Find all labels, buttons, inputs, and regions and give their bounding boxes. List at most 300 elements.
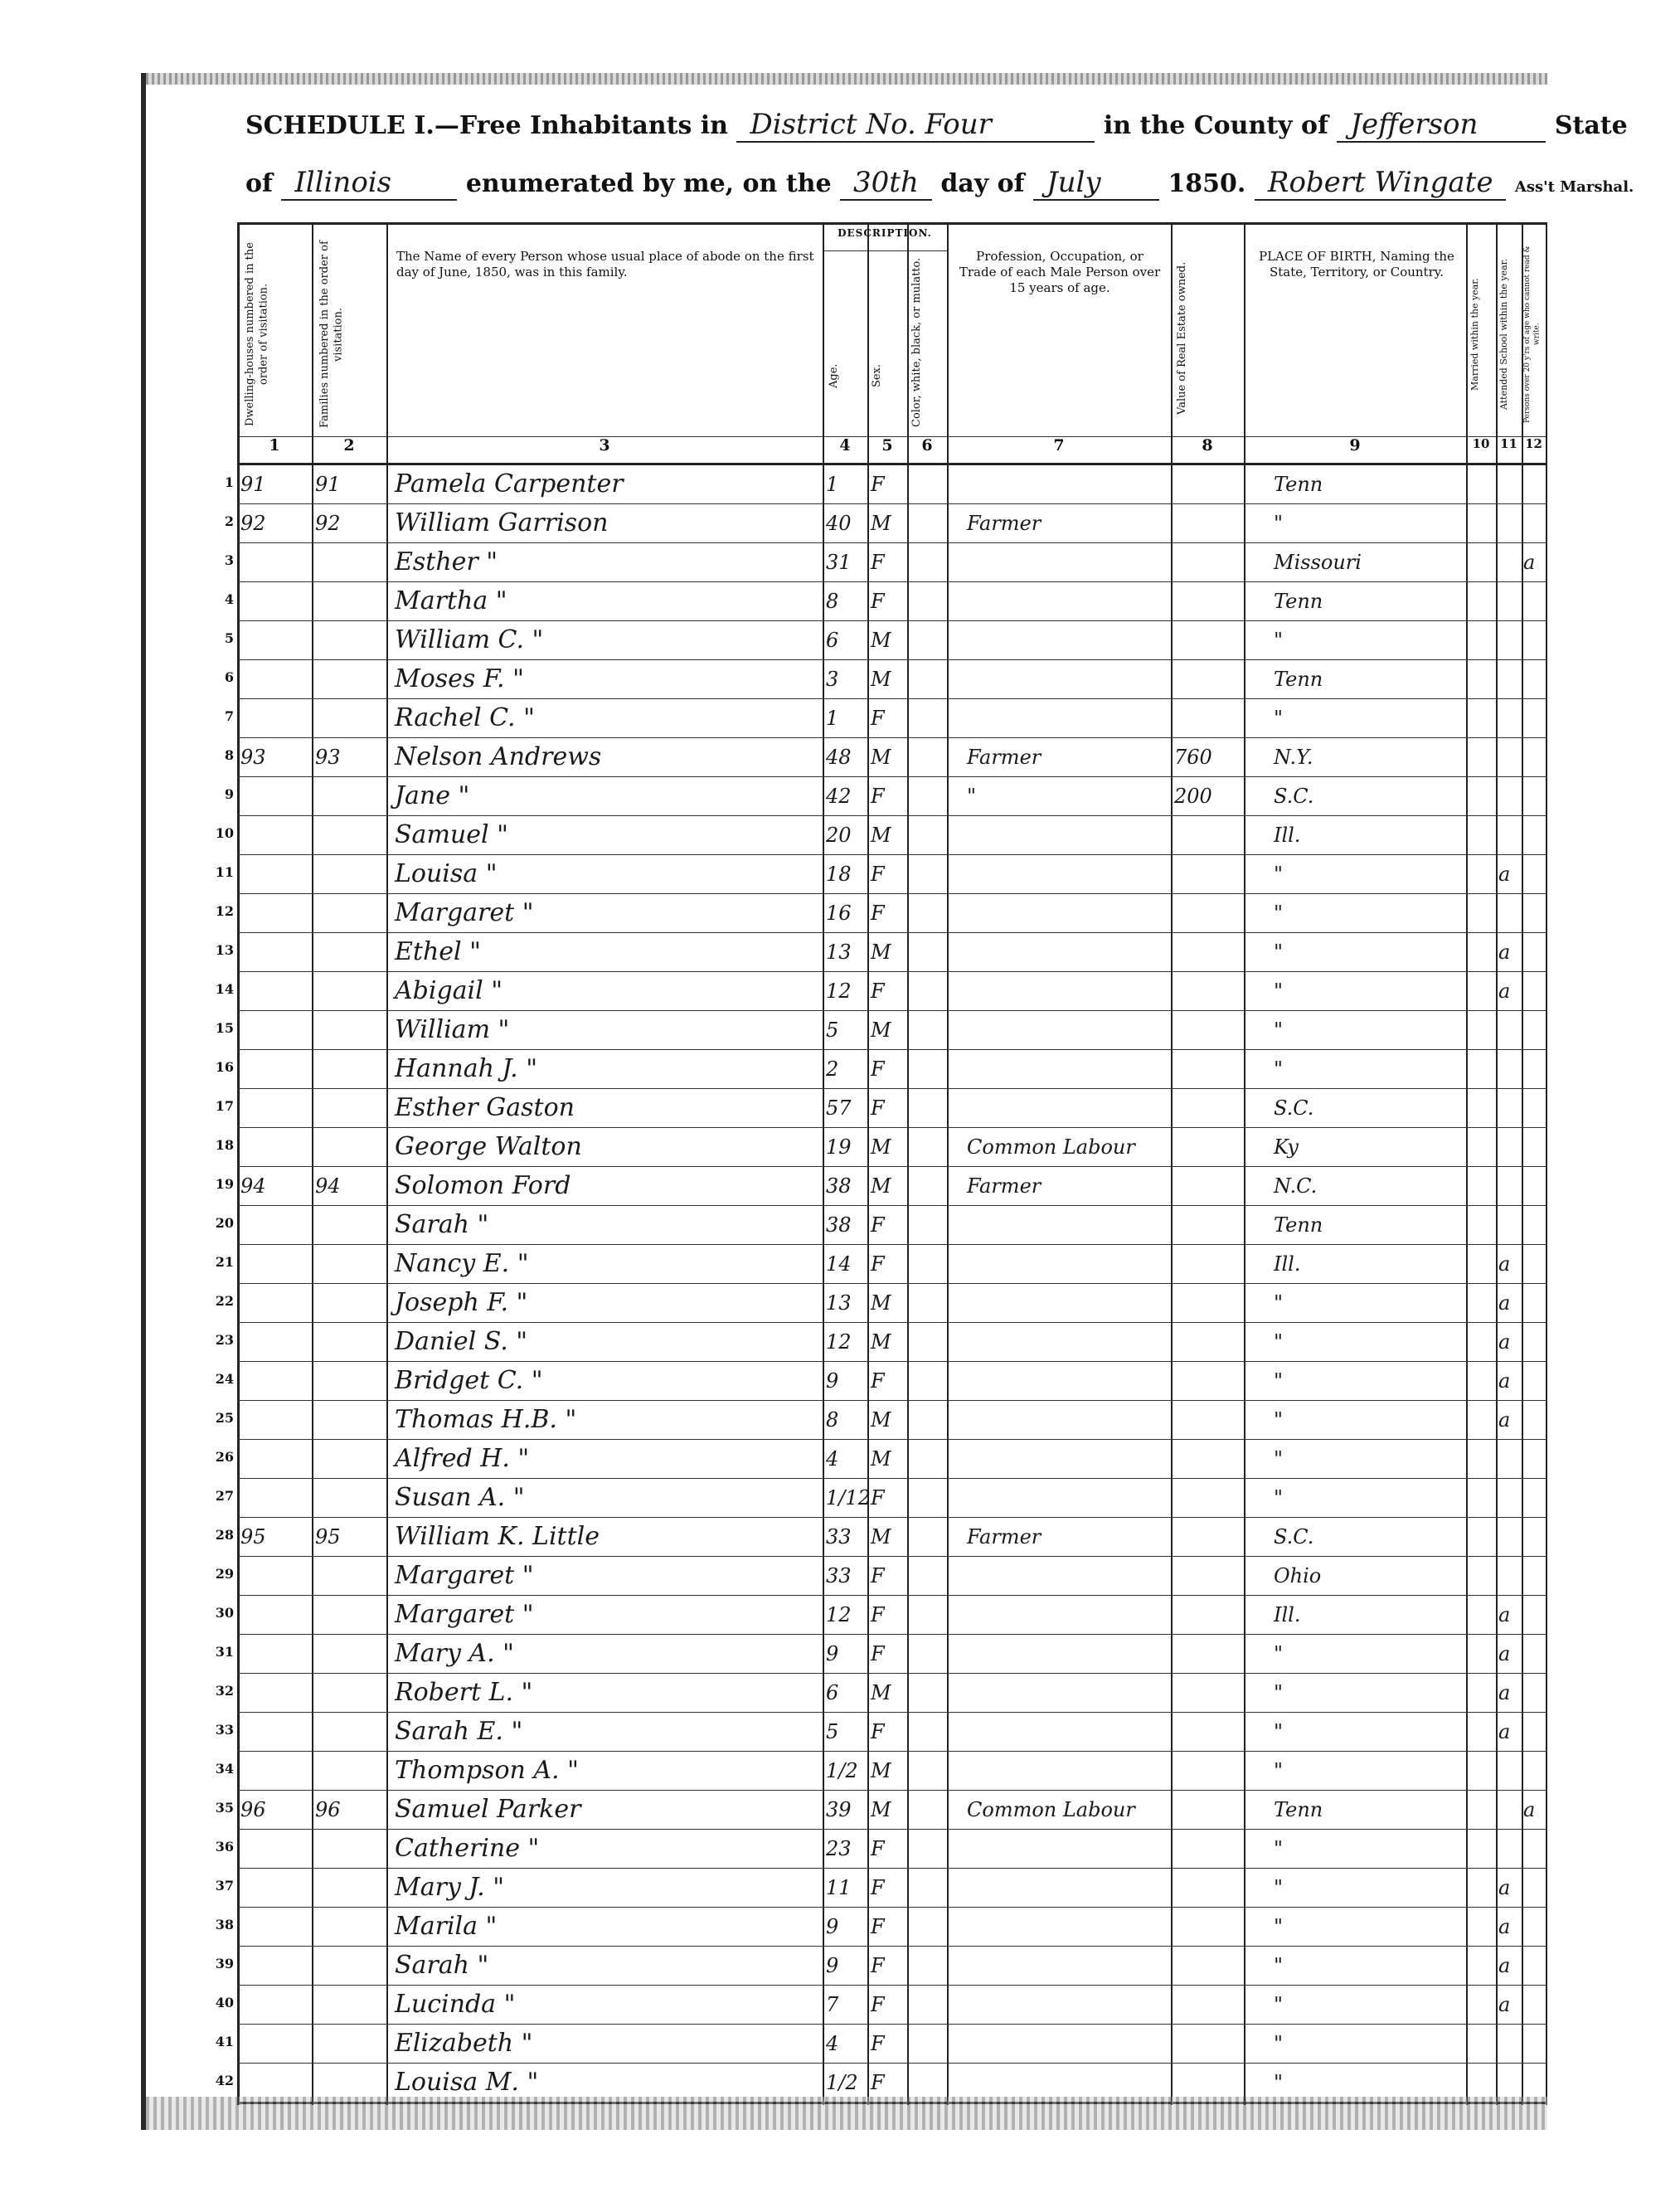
line-number: 12	[215, 903, 234, 919]
birth-place: Ky	[1274, 1135, 1299, 1159]
birth-place: "	[1274, 1954, 1284, 1977]
real-estate-value	[1174, 1480, 1242, 1515]
attended-school-mark	[1498, 2026, 1520, 2061]
illiterate-mark	[1523, 1675, 1545, 1710]
illiterate-mark	[1523, 584, 1545, 619]
family-number	[315, 584, 385, 619]
birth-place: Ill.	[1274, 824, 1301, 847]
col-illiterate-header: Persons over 20 y'rs of age who cannot read & write.	[1523, 246, 1542, 423]
person-name: Pamela Carpenter	[395, 469, 624, 498]
illiterate-mark	[1523, 974, 1545, 1009]
illiterate-mark	[1523, 935, 1545, 970]
row-rule	[237, 854, 1547, 855]
family-number	[315, 1909, 385, 1944]
attended-school-mark	[1498, 545, 1520, 580]
col-number-11: 11	[1500, 436, 1517, 451]
row-rule	[237, 1907, 1547, 1908]
attended-school-mark: a	[1498, 1954, 1511, 1977]
person-occupation	[967, 1753, 1166, 1788]
dwelling-number	[240, 1091, 310, 1125]
family-number	[315, 623, 385, 658]
line-number: 14	[215, 981, 234, 997]
attended-school-mark	[1498, 467, 1520, 502]
illiterate-mark	[1523, 1558, 1545, 1593]
real-estate-value	[1174, 506, 1242, 541]
person-occupation	[967, 1636, 1166, 1671]
dwelling-number	[240, 1364, 310, 1398]
real-estate-value	[1174, 467, 1242, 502]
family-number	[315, 857, 385, 892]
col-number-10: 10	[1472, 436, 1490, 451]
attended-school-mark	[1498, 1130, 1520, 1164]
family-number	[315, 1013, 385, 1048]
person-occupation	[967, 1597, 1166, 1632]
dwelling-number	[240, 1247, 310, 1281]
person-name: Thompson A. "	[395, 1756, 579, 1785]
real-estate-value	[1174, 1909, 1242, 1944]
dwelling-number	[240, 623, 310, 658]
attended-school-mark	[1498, 662, 1520, 697]
dwelling-number	[240, 545, 310, 580]
person-sex: F	[871, 1837, 885, 1860]
col-school-header: Attended School within the year.	[1498, 258, 1509, 411]
dwelling-number: 92	[240, 512, 266, 535]
district-value: District No. Four	[736, 108, 1095, 143]
row-rule	[237, 581, 1547, 582]
attended-school-mark: a	[1498, 1252, 1511, 1276]
illiterate-mark	[1523, 1208, 1545, 1242]
person-occupation	[967, 545, 1166, 580]
real-estate-value	[1174, 1597, 1242, 1632]
attended-school-mark: a	[1498, 941, 1511, 964]
person-sex: M	[871, 824, 891, 847]
attended-school-mark	[1498, 1753, 1520, 1788]
real-estate-value	[1174, 1286, 1242, 1320]
real-estate-value	[1174, 1831, 1242, 1866]
real-estate-value	[1174, 896, 1242, 931]
line-number: 23	[215, 1332, 234, 1348]
person-name: Sarah "	[395, 1210, 489, 1239]
dwelling-number	[240, 1675, 310, 1710]
col-number-6: 6	[921, 436, 933, 455]
person-sex: F	[871, 1096, 885, 1120]
real-estate-value	[1174, 1403, 1242, 1437]
col-age-header: Age.	[828, 363, 840, 388]
row-rule	[237, 1283, 1547, 1284]
person-occupation	[967, 1558, 1166, 1593]
person-age: 9	[826, 1642, 839, 1665]
attended-school-mark	[1498, 779, 1520, 814]
birth-place: S.C.	[1274, 1096, 1314, 1120]
person-occupation	[967, 1403, 1166, 1437]
person-name: Sarah E. "	[395, 1717, 523, 1746]
dwelling-number	[240, 1130, 310, 1164]
person-sex: M	[871, 1681, 891, 1704]
birth-place: N.Y.	[1274, 746, 1313, 769]
illiterate-mark	[1523, 662, 1545, 697]
real-estate-value	[1174, 1052, 1242, 1087]
description-divider	[823, 250, 947, 251]
illiterate-mark	[1523, 1403, 1545, 1437]
birth-place: "	[1274, 1057, 1284, 1081]
line-number: 15	[215, 1020, 234, 1036]
family-number	[315, 1208, 385, 1242]
person-occupation: Farmer	[967, 1525, 1042, 1548]
real-estate-value	[1174, 935, 1242, 970]
state-label: State	[1554, 111, 1628, 140]
dwelling-number	[240, 1597, 310, 1632]
person-name: William C. "	[395, 625, 544, 654]
rule-c2	[386, 222, 388, 2105]
person-name: Nelson Andrews	[395, 742, 602, 771]
rule-c9	[1466, 222, 1468, 2105]
family-number	[315, 1441, 385, 1476]
illiterate-mark	[1523, 1909, 1545, 1944]
real-estate-value	[1174, 1325, 1242, 1359]
family-number	[315, 1753, 385, 1788]
attended-school-mark: a	[1498, 1915, 1511, 1938]
person-age: 39	[826, 1798, 852, 1821]
birth-place: "	[1274, 941, 1284, 964]
dwelling-number	[240, 1636, 310, 1671]
birth-place: "	[1274, 980, 1284, 1003]
header-line-2	[245, 166, 1634, 201]
real-estate-value	[1174, 1792, 1242, 1827]
row-rule	[237, 815, 1547, 816]
line-number: 13	[215, 942, 234, 958]
col-family-header: Families numbered in the order of visitation.	[318, 241, 345, 428]
col-dwelling-header: Dwelling-houses numbered in the order of visitation.	[244, 242, 270, 426]
real-estate-value	[1174, 2026, 1242, 2061]
person-name: William K. Little	[395, 1522, 600, 1551]
person-occupation	[967, 662, 1166, 697]
person-occupation	[967, 467, 1166, 502]
birth-place: Ill.	[1274, 1252, 1301, 1276]
rule-c4	[867, 222, 869, 2105]
family-number	[315, 1052, 385, 1087]
family-number	[315, 1480, 385, 1515]
person-age: 38	[826, 1213, 852, 1237]
dwelling-number	[240, 662, 310, 697]
birth-place: "	[1274, 1720, 1284, 1743]
person-age: 12	[826, 1603, 852, 1626]
person-name: Jane "	[395, 781, 470, 810]
county-label: in the County of	[1103, 111, 1328, 140]
illiterate-mark	[1523, 1247, 1545, 1281]
illiterate-mark	[1523, 1325, 1545, 1359]
birth-place: "	[1274, 1759, 1284, 1782]
person-name: Thomas H.B. "	[395, 1405, 577, 1434]
family-number	[315, 1948, 385, 1983]
person-sex: F	[871, 1720, 885, 1743]
illiterate-mark	[1523, 1714, 1545, 1749]
birth-place: "	[1274, 1291, 1284, 1315]
rule-c1	[312, 222, 313, 2105]
person-age: 14	[826, 1252, 852, 1276]
line-number: 4	[224, 591, 234, 607]
person-name: Moses F. "	[395, 664, 524, 693]
birth-place: "	[1274, 707, 1284, 730]
attended-school-mark	[1498, 1831, 1520, 1866]
year-label: 1850.	[1168, 169, 1246, 198]
line-number: 20	[215, 1215, 234, 1231]
person-occupation: Farmer	[967, 1174, 1042, 1198]
person-age: 1/12	[826, 1486, 871, 1510]
person-occupation	[967, 2065, 1166, 2100]
dwelling-number	[240, 1052, 310, 1087]
line-number: 2	[224, 513, 234, 529]
dwelling-number: 93	[240, 746, 266, 769]
family-number	[315, 1091, 385, 1125]
person-name: Marila "	[395, 1912, 498, 1941]
dwelling-number	[240, 935, 310, 970]
line-number: 40	[215, 1995, 234, 2010]
line-number: 27	[215, 1488, 234, 1504]
person-age: 13	[826, 941, 852, 964]
birth-place: "	[1274, 2071, 1284, 2094]
person-age: 1	[826, 707, 839, 730]
of-label: of	[245, 169, 273, 198]
family-number	[315, 701, 385, 736]
family-number: 94	[315, 1174, 341, 1198]
line-number: 37	[215, 1878, 234, 1894]
col-number-3: 3	[599, 436, 610, 455]
dwelling-number	[240, 1208, 310, 1242]
person-sex: F	[871, 1369, 885, 1393]
row-rule	[237, 971, 1547, 972]
real-estate-value	[1174, 584, 1242, 619]
dwelling-number	[240, 1403, 310, 1437]
family-number	[315, 1325, 385, 1359]
dwelling-number	[240, 1013, 310, 1048]
person-occupation	[967, 1480, 1166, 1515]
row-rule	[237, 1946, 1547, 1947]
illiterate-mark: a	[1523, 551, 1536, 574]
row-rule	[237, 1361, 1547, 1362]
attended-school-mark: a	[1498, 1681, 1511, 1704]
row-rule	[237, 1595, 1547, 1596]
family-number	[315, 1714, 385, 1749]
illiterate-mark	[1523, 1286, 1545, 1320]
illiterate-mark	[1523, 1987, 1545, 2022]
birth-place: "	[1274, 1837, 1284, 1860]
illiterate-mark	[1523, 2026, 1545, 2061]
family-number	[315, 779, 385, 814]
person-sex: M	[871, 1525, 891, 1548]
line-number: 24	[215, 1371, 234, 1387]
real-estate-value	[1174, 701, 1242, 736]
person-name: George Walton	[395, 1132, 582, 1161]
line-number: 6	[224, 669, 234, 685]
person-sex: M	[871, 1018, 891, 1042]
attended-school-mark: a	[1498, 1408, 1511, 1432]
line-number: 38	[215, 1917, 234, 1932]
family-number	[315, 1558, 385, 1593]
real-estate-value	[1174, 1364, 1242, 1398]
row-rule	[237, 1322, 1547, 1323]
line-number: 29	[215, 1566, 234, 1582]
line-number: 17	[215, 1098, 234, 1114]
day-value: 30th	[840, 166, 932, 201]
person-name: Louisa "	[395, 859, 498, 888]
person-occupation	[967, 584, 1166, 619]
person-age: 1/2	[826, 1759, 858, 1782]
person-sex: F	[871, 1213, 885, 1237]
dwelling-number	[240, 1909, 310, 1944]
line-number: 30	[215, 1605, 234, 1621]
family-number: 93	[315, 746, 341, 769]
person-sex: F	[871, 1876, 885, 1899]
person-sex: F	[871, 863, 885, 886]
person-age: 4	[826, 2032, 839, 2055]
census-sheet	[141, 73, 1634, 2130]
dwelling-number	[240, 2026, 310, 2061]
attended-school-mark	[1498, 1792, 1520, 1827]
birth-place: "	[1274, 1018, 1284, 1042]
real-estate-value	[1174, 1441, 1242, 1476]
attended-school-mark	[1498, 1558, 1520, 1593]
illiterate-mark	[1523, 1597, 1545, 1632]
person-occupation	[967, 1948, 1166, 1983]
dwelling-number	[240, 1480, 310, 1515]
attended-school-mark: a	[1498, 863, 1511, 886]
real-estate-value: 760	[1174, 746, 1212, 769]
table-top-rule	[237, 222, 1547, 225]
enumerated-label: enumerated by me, on the	[465, 169, 832, 198]
day-of-label: day of	[940, 169, 1025, 198]
dwelling-number	[240, 896, 310, 931]
birth-place: "	[1274, 1915, 1284, 1938]
marshal-signature: Robert Wingate	[1255, 166, 1507, 201]
dwelling-number: 94	[240, 1174, 266, 1198]
birth-place: "	[1274, 1681, 1284, 1704]
person-name: Lucinda "	[395, 1990, 516, 2019]
person-sex: F	[871, 1252, 885, 1276]
person-occupation	[967, 818, 1166, 853]
dwelling-number	[240, 1325, 310, 1359]
birth-place: N.C.	[1274, 1174, 1318, 1198]
dwelling-number	[240, 1870, 310, 1905]
person-age: 12	[826, 980, 852, 1003]
person-name: Ethel "	[395, 937, 481, 966]
person-name: Hannah J. "	[395, 1054, 538, 1083]
family-number: 91	[315, 473, 341, 496]
birth-place: "	[1274, 1486, 1284, 1510]
schedule-title: SCHEDULE I.—Free Inhabitants in	[245, 111, 728, 140]
row-rule	[237, 659, 1547, 660]
attended-school-mark: a	[1498, 1369, 1511, 1393]
row-rule	[237, 1634, 1547, 1635]
col-number-2: 2	[343, 436, 355, 455]
illiterate-mark	[1523, 1480, 1545, 1515]
person-age: 2	[826, 1057, 839, 1081]
real-estate-value	[1174, 623, 1242, 658]
description-header: DESCRIPTION.	[838, 227, 932, 239]
real-estate-value: 200	[1174, 785, 1212, 808]
person-age: 9	[826, 1915, 839, 1938]
person-sex: M	[871, 941, 891, 964]
birth-place: "	[1274, 512, 1284, 535]
row-rule	[237, 2063, 1547, 2064]
birth-place: Tenn	[1274, 668, 1323, 691]
row-rule	[237, 1712, 1547, 1713]
person-occupation	[967, 1091, 1166, 1125]
illiterate-mark	[1523, 2065, 1545, 2100]
dwelling-number	[240, 1987, 310, 2022]
birth-place: "	[1274, 902, 1284, 925]
person-occupation	[967, 1364, 1166, 1398]
birth-place: Ohio	[1274, 1564, 1322, 1587]
birth-place: S.C.	[1274, 1525, 1314, 1548]
col-number-4: 4	[839, 436, 851, 455]
person-sex: F	[871, 1642, 885, 1665]
line-number: 42	[215, 2073, 234, 2088]
person-sex: F	[871, 590, 885, 613]
line-number: 39	[215, 1956, 234, 1971]
family-number: 95	[315, 1525, 341, 1548]
birth-place: Tenn	[1274, 1213, 1323, 1237]
family-number	[315, 662, 385, 697]
line-number: 10	[215, 825, 234, 841]
line-number: 19	[215, 1176, 234, 1192]
birth-place: "	[1274, 1993, 1284, 2016]
person-sex: M	[871, 1408, 891, 1432]
attended-school-mark	[1498, 818, 1520, 853]
person-name: Rachel C. "	[395, 703, 535, 732]
person-name: William "	[395, 1015, 510, 1044]
person-sex: M	[871, 1135, 891, 1159]
person-name: Mary J. "	[395, 1873, 504, 1902]
person-name: Samuel "	[395, 820, 508, 849]
person-age: 5	[826, 1720, 839, 1743]
dwelling-number	[240, 1558, 310, 1593]
person-age: 33	[826, 1525, 852, 1548]
person-sex: M	[871, 1798, 891, 1821]
attended-school-mark: a	[1498, 1993, 1511, 2016]
row-rule	[237, 932, 1547, 933]
dwelling-number	[240, 1753, 310, 1788]
person-sex: F	[871, 1564, 885, 1587]
dwelling-number	[240, 2065, 310, 2100]
person-age: 7	[826, 1993, 839, 2016]
illiterate-mark	[1523, 1013, 1545, 1048]
person-sex: M	[871, 629, 891, 652]
attended-school-mark	[1498, 1091, 1520, 1125]
person-name: Alfred H. "	[395, 1444, 530, 1473]
attended-school-mark	[1498, 584, 1520, 619]
real-estate-value	[1174, 818, 1242, 853]
person-age: 6	[826, 1681, 839, 1704]
person-occupation: Farmer	[967, 512, 1042, 535]
illiterate-mark	[1523, 1948, 1545, 1983]
col-color-header: Color, white, black, or mulatto.	[910, 257, 923, 428]
dwelling-number	[240, 584, 310, 619]
person-age: 42	[826, 785, 852, 808]
real-estate-value	[1174, 1130, 1242, 1164]
person-occupation	[967, 1441, 1166, 1476]
person-name: William Garrison	[395, 508, 609, 537]
row-rule	[237, 1751, 1547, 1752]
person-name: Daniel S. "	[395, 1327, 528, 1356]
person-age: 13	[826, 1291, 852, 1315]
real-estate-value	[1174, 1091, 1242, 1125]
illiterate-mark: a	[1523, 1798, 1536, 1821]
birth-place: "	[1274, 1369, 1284, 1393]
person-occupation	[967, 2026, 1166, 2061]
dwelling-number: 95	[240, 1525, 266, 1548]
attended-school-mark	[1498, 1052, 1520, 1087]
state-value: Illinois	[281, 166, 457, 201]
